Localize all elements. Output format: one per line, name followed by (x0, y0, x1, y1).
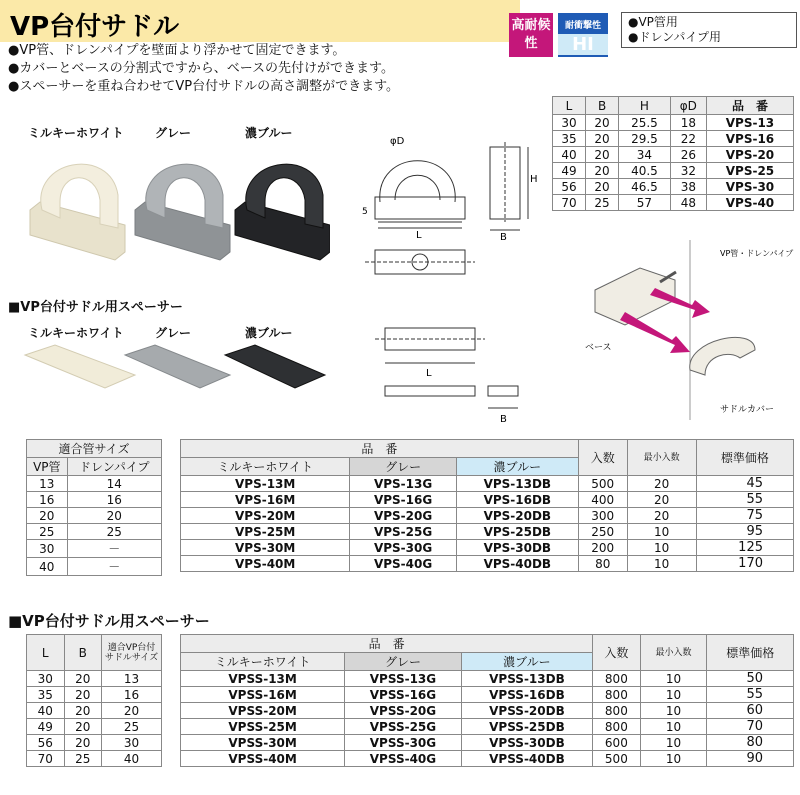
table-row (181, 719, 794, 735)
part-cell: VPSS-25M (181, 719, 345, 735)
spacer-size-cell: 70 (27, 751, 65, 767)
t2-qty-header: 入数 (593, 635, 640, 671)
dims-cell: VPS-40 (706, 195, 793, 211)
size-cell: － (67, 558, 161, 576)
part-cell: 10 (640, 719, 707, 735)
part-cell: 10 (627, 540, 696, 556)
qty-header: 入数 (578, 440, 627, 476)
table-row (181, 735, 794, 751)
label-gray: グレー (155, 126, 192, 140)
dims-cell: 48 (670, 195, 706, 211)
feature-list (8, 42, 399, 96)
dims-cell: 22 (670, 131, 706, 147)
table-row (27, 508, 162, 524)
usage-box (621, 12, 797, 48)
part-cell: VPSS-16G (345, 687, 461, 703)
size-header: 適合管サイズ (27, 440, 162, 458)
impact-label: 耐衝撃性 (564, 21, 601, 31)
size-cell: 16 (27, 492, 68, 508)
price-cell: 95 (696, 524, 793, 540)
dims-cell: 56 (553, 179, 586, 195)
H-label: H (530, 174, 538, 185)
price-cell: 55 (696, 492, 793, 508)
dims-row (553, 163, 794, 179)
spacer-L-label: L (426, 368, 432, 379)
t2-l-header: L (27, 635, 65, 671)
usage-vp: ●VP管用 (628, 15, 678, 29)
vp-header: VP管 (27, 458, 68, 476)
saddle-blue-image (235, 164, 330, 260)
part-cell: 20 (627, 476, 696, 492)
dims-cell: 20 (586, 147, 619, 163)
table-row (181, 687, 794, 703)
size-cell: 20 (27, 508, 68, 524)
spacer-size-cell: 25 (64, 751, 102, 767)
L-label: L (416, 230, 422, 241)
part-cell: VPSS-20DB (461, 703, 593, 719)
part-cell: 20 (627, 508, 696, 524)
dims-cell: 20 (586, 163, 619, 179)
part-cell: 800 (593, 719, 640, 735)
dims-cell: 20 (586, 115, 619, 131)
dims-h-L: L (553, 97, 586, 115)
part-cell: 500 (593, 751, 640, 767)
dims-cell: 70 (553, 195, 586, 211)
table-row (27, 524, 162, 540)
part-cell: VPS-16DB (456, 492, 578, 508)
part-cell: VPSS-13M (181, 671, 345, 687)
part-cell: VPS-40G (350, 556, 456, 572)
part-cell: 10 (640, 703, 707, 719)
part-cell: VPS-16M (181, 492, 350, 508)
dims-row (553, 115, 794, 131)
hi-label: HI (558, 34, 608, 55)
part-cell: VPS-20M (181, 508, 350, 524)
spacer-table-heading: ■VP台付サドル用スペーサー (8, 612, 210, 630)
dims-cell: VPS-20 (706, 147, 793, 163)
feature-2: ●カバーとベースの分割式ですから、ベースの先付けができます。 (8, 61, 395, 76)
spacer-label-milky: ミルキーホワイト (28, 326, 124, 340)
size-cell: 13 (27, 476, 68, 492)
spacer-size-cell: 56 (27, 735, 65, 751)
spacer-size-table (26, 634, 162, 767)
part-cell: VPSS-20G (345, 703, 461, 719)
price-cell: 80 (707, 735, 794, 751)
dims-cell: 38 (670, 179, 706, 195)
part-cell: 200 (578, 540, 627, 556)
part-cell: VPSS-16DB (461, 687, 593, 703)
dims-cell: 30 (553, 115, 586, 131)
part-cell: VPS-13DB (456, 476, 578, 492)
saddle-photos (20, 140, 330, 270)
part-cell: VPSS-30DB (461, 735, 593, 751)
dims-cell: 29.5 (619, 131, 671, 147)
spacer-size-cell: 30 (27, 671, 65, 687)
part-cell: VPS-25G (350, 524, 456, 540)
dims-cell: 18 (670, 115, 706, 131)
spacer-size-cell: 35 (27, 687, 65, 703)
feature-3: ●スペーサーを重ね合わせてVP台付サドルの高さ調整ができます。 (8, 79, 400, 94)
saddle-white-image (30, 164, 125, 260)
price-cell: 50 (707, 671, 794, 687)
table-row (181, 524, 794, 540)
part-cell: 800 (593, 671, 640, 687)
spacer-size-cell: 30 (102, 735, 162, 751)
label-blue: 濃ブルー (245, 126, 293, 140)
vp-pipe-label: VP管・ドレンパイプ (720, 249, 794, 258)
spacer-heading: ■VP台付サドル用スペーサー (8, 300, 183, 315)
t2-price-header: 標準価格 (707, 635, 794, 671)
size-cell: 30 (27, 540, 68, 558)
spacer-size-cell: 20 (64, 735, 102, 751)
dims-cell: 34 (619, 147, 671, 163)
part-cell: VPS-30G (350, 540, 456, 556)
installation-diagram (580, 240, 800, 420)
part-cell: 10 (640, 751, 707, 767)
table-row (27, 703, 162, 719)
table-row (27, 492, 162, 508)
price-cell: 170 (696, 556, 793, 572)
spacer-size-cell: 40 (27, 703, 65, 719)
spacer-size-cell: 20 (64, 703, 102, 719)
part-cell: 400 (578, 492, 627, 508)
table-row (27, 735, 162, 751)
dims-h-phiD: φD (670, 97, 706, 115)
part-cell: VPSS-13G (345, 671, 461, 687)
price-cell: 90 (707, 751, 794, 767)
base-label: ベース (585, 343, 612, 353)
part-cell: 500 (578, 476, 627, 492)
part-cell: 10 (627, 556, 696, 572)
spacer-drawing (360, 318, 540, 430)
table-row (181, 556, 794, 572)
dims-cell: VPS-25 (706, 163, 793, 179)
dims-cell: 20 (586, 131, 619, 147)
part-cell: 10 (640, 671, 707, 687)
spacer-label-blue: 濃ブルー (245, 326, 293, 340)
part-cell: 20 (627, 492, 696, 508)
table-row (181, 476, 794, 492)
part-cell: 10 (640, 687, 707, 703)
dims-cell: 20 (586, 179, 619, 195)
table-row (27, 719, 162, 735)
phiD-label: φD (390, 136, 405, 147)
part-cell: VPS-30DB (456, 540, 578, 556)
spacer-B-label: B (500, 414, 507, 425)
dims-header (553, 97, 794, 115)
dims-row (553, 195, 794, 211)
dims-cell: VPS-13 (706, 115, 793, 131)
minq-header: 最小入数 (627, 440, 696, 476)
t2-milky-header: ミルキーホワイト (181, 653, 345, 671)
dims-cell: 57 (619, 195, 671, 211)
spacer-price-table (180, 634, 794, 767)
part-cell: VPS-40DB (456, 556, 578, 572)
t2-minq-header: 最小入数 (640, 635, 707, 671)
dims-cell: 49 (553, 163, 586, 179)
t2-hinban-header: 品 番 (181, 635, 593, 653)
part-cell: VPSS-30M (181, 735, 345, 751)
part-cell: VPSS-30G (345, 735, 461, 751)
dims-row (553, 147, 794, 163)
part-cell: VPS-25M (181, 524, 350, 540)
part-cell: VPSS-40G (345, 751, 461, 767)
saddle-price-table (180, 439, 794, 572)
table-row (27, 540, 162, 558)
dims-h-H: H (619, 97, 671, 115)
gray-header: グレー (350, 458, 456, 476)
size-cell: 25 (27, 524, 68, 540)
size-cell: 25 (67, 524, 161, 540)
cover-label: サドルカバー (720, 405, 775, 415)
spacer-blue-image (225, 345, 325, 388)
part-cell: VPSS-13DB (461, 671, 593, 687)
hi-badge (558, 13, 608, 57)
size-cell: － (67, 540, 161, 558)
part-cell: VPS-25DB (456, 524, 578, 540)
part-cell: 800 (593, 703, 640, 719)
t2-b-header: B (64, 635, 102, 671)
part-cell: VPS-40M (181, 556, 350, 572)
table-row (27, 687, 162, 703)
part-cell: VPS-30M (181, 540, 350, 556)
price-cell: 75 (696, 508, 793, 524)
part-cell: VPS-20G (350, 508, 456, 524)
part-cell: 10 (640, 735, 707, 751)
size-cell: 16 (67, 492, 161, 508)
table-row (27, 558, 162, 576)
milky-header: ミルキーホワイト (181, 458, 350, 476)
dims-cell: 46.5 (619, 179, 671, 195)
part-cell: 250 (578, 524, 627, 540)
part-cell: VPSS-25G (345, 719, 461, 735)
size-cell: 14 (67, 476, 161, 492)
part-cell: 10 (627, 524, 696, 540)
dims-h-B: B (586, 97, 619, 115)
table-row (27, 751, 162, 767)
spacer-label-gray: グレー (155, 326, 192, 340)
table-row (181, 540, 794, 556)
part-cell: VPS-20DB (456, 508, 578, 524)
five-label: 5 (362, 207, 368, 217)
table-row (181, 751, 794, 767)
dims-cell: 35 (553, 131, 586, 147)
part-cell: 80 (578, 556, 627, 572)
label-milky: ミルキーホワイト (28, 126, 124, 140)
pipe-size-table (26, 439, 162, 576)
size-cell: 40 (27, 558, 68, 576)
table-row (181, 703, 794, 719)
dims-row (553, 179, 794, 195)
table-row (181, 671, 794, 687)
part-cell: VPS-13M (181, 476, 350, 492)
saddle-drawing (350, 122, 550, 292)
table-row (27, 476, 162, 492)
dims-cell: 40 (553, 147, 586, 163)
page-title: VP台付サドル (10, 12, 180, 42)
part-cell: VPSS-16M (181, 687, 345, 703)
part-cell: VPSS-20M (181, 703, 345, 719)
spacer-size-cell: 20 (102, 703, 162, 719)
spacer-photos (20, 340, 330, 400)
dims-cell: 25 (586, 195, 619, 211)
t2-fit-header: 適合VP台付サドルサイズ (102, 635, 162, 671)
table-row (27, 671, 162, 687)
spacer-size-cell: 25 (102, 719, 162, 735)
dims-h-part: 品 番 (706, 97, 793, 115)
price-cell: 125 (696, 540, 793, 556)
part-cell: VPSS-25DB (461, 719, 593, 735)
B-label: B (500, 232, 507, 243)
saddle-gray-image (135, 164, 230, 260)
blue-header: 濃ブルー (456, 458, 578, 476)
part-cell: 600 (593, 735, 640, 751)
part-cell: 800 (593, 687, 640, 703)
price-cell: 70 (707, 719, 794, 735)
part-cell: VPSS-40DB (461, 751, 593, 767)
t2-blue-header: 濃ブルー (461, 653, 593, 671)
dims-cell: VPS-30 (706, 179, 793, 195)
spacer-white-image (25, 345, 135, 388)
dims-table (552, 96, 794, 211)
spacer-size-cell: 20 (64, 719, 102, 735)
spacer-size-cell: 49 (27, 719, 65, 735)
spacer-size-cell: 20 (64, 671, 102, 687)
dims-cell: VPS-16 (706, 131, 793, 147)
table-row (181, 508, 794, 524)
t2-gray-header: グレー (345, 653, 461, 671)
spacer-size-cell: 40 (102, 751, 162, 767)
part-cell: 300 (578, 508, 627, 524)
part-cell: VPS-13G (350, 476, 456, 492)
spacer-size-cell: 13 (102, 671, 162, 687)
drain-header: ドレンパイプ (67, 458, 161, 476)
size-cell: 20 (67, 508, 161, 524)
price-cell: 60 (707, 703, 794, 719)
dims-cell: 32 (670, 163, 706, 179)
table-row (181, 492, 794, 508)
spacer-size-cell: 16 (102, 687, 162, 703)
hinban-header: 品 番 (181, 440, 579, 458)
part-cell: VPSS-40M (181, 751, 345, 767)
price-cell: 55 (707, 687, 794, 703)
spacer-size-cell: 20 (64, 687, 102, 703)
usage-drain: ●ドレンパイプ用 (628, 30, 721, 44)
dims-cell: 25.5 (619, 115, 671, 131)
spacer-gray-image (125, 345, 230, 388)
price-header: 標準価格 (696, 440, 793, 476)
dims-cell: 26 (670, 147, 706, 163)
weather-resistant-badge: 高耐候性 (509, 13, 553, 57)
dims-row (553, 131, 794, 147)
price-cell: 45 (696, 476, 793, 492)
part-cell: VPS-16G (350, 492, 456, 508)
feature-1: ●VP管、ドレンパイプを壁面より浮かせて固定できます。 (8, 43, 346, 58)
dims-cell: 40.5 (619, 163, 671, 179)
